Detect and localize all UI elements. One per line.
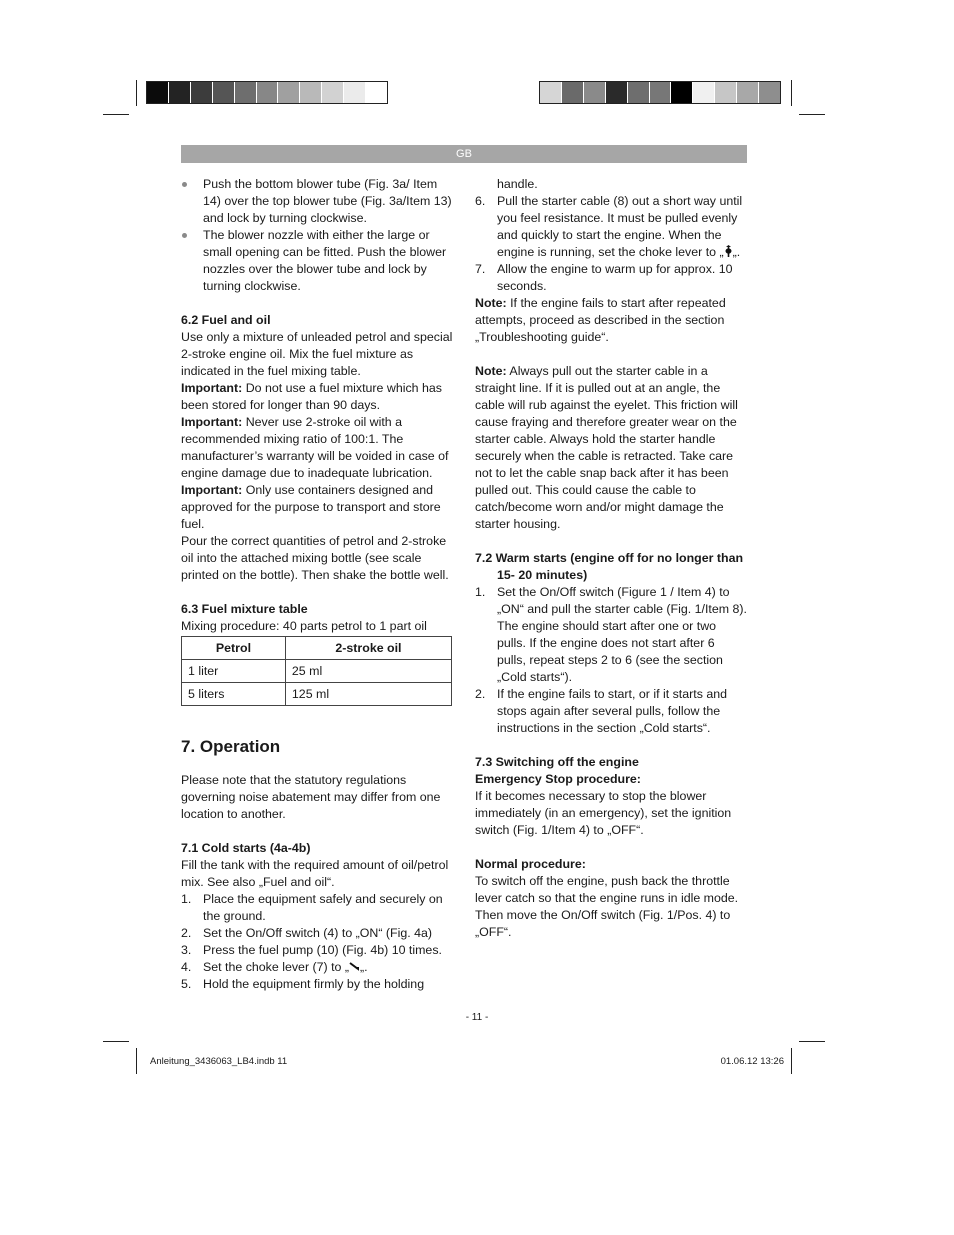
footer-timestamp: 01.06.12 13:26 [720,1056,784,1067]
step-text: Hold the equipment firmly by the holding [203,977,425,991]
color-swatch [235,82,257,103]
list-item [475,584,747,686]
bullet-item: Push the bottom blower tube (Fig. 3a/ Item 14) over the top blower tube (Fig. 3a/Item 13) and lock by turning clockwise. [181,176,453,227]
color-swatch [562,82,584,103]
section-6-2-heading: 6.2 Fuel and oil [181,313,271,327]
color-swatch [322,82,344,103]
paragraph: To switch off the engine, push back the throttle lever catch so that the engine runs in idle mode. Then move the On/Off switch (Fig. 1/Pos. 4) to „OFF“. [475,874,739,939]
step-text: Place the equipment safely and securely on the ground. [203,892,443,923]
list-item [475,686,747,737]
color-swatch [671,82,693,103]
color-swatch [300,82,322,103]
important-note [181,380,453,414]
step-continuation: handle. [497,177,538,191]
step-text: „. [732,245,741,259]
step-text: Set the choke lever (7) to „ [203,960,350,974]
important-text: Only use containers designed and approved for the purpose to transport and store fuel. [181,483,441,531]
important-note [181,482,453,533]
color-swatch [169,82,191,103]
step-number: 7. [475,262,486,276]
important-label: Important: [181,381,243,395]
note-label: Note: [475,364,507,378]
step-number: 6. [475,194,486,208]
right-column [475,176,747,941]
footer-filename: Anleitung_3436063_LB4.indb 11 [150,1056,288,1067]
color-swatch [584,82,606,103]
step-number: 4. [181,960,192,974]
important-text: Never use 2-stroke oil with a recommended mixing ratio of 100:1. The manufacturer’s warranty will be voided in case of engine damage due to inadequate lubrication. [181,415,449,480]
bullet-item: The blower nozzle with either the large or small opening can be fitted. Push the blower nozzles over the blower tube and lock by turning clockwise. [181,227,453,295]
list-item [181,891,453,925]
step-text: Press the fuel pump (10) (Fig. 4b) 10 times. [203,943,442,957]
color-swatch [278,82,300,103]
color-swatch [715,82,737,103]
step-text: Pull the starter cable (8) out a short way until you feel resistance. It must be pulled evenly and quickly to start the engine. When the engine is running, set the choke lever to „ [497,194,743,259]
table-cell: 1 liter [182,660,286,683]
normal-procedure-heading: Normal procedure: [475,857,586,871]
step-number: 2. [475,687,486,701]
color-bar-left [146,81,388,104]
step-text: Allow the engine to warm up for approx. 10 seconds. [497,262,733,293]
warm-start-steps [475,584,747,737]
note-text: If the engine fails to start after repeated attempts, proceed as described in the section „Troubleshooting guide“. [475,296,726,344]
crop-mark [799,114,825,115]
list-item [475,261,747,295]
important-label: Important: [181,415,243,429]
crop-mark [799,1041,825,1042]
crop-mark [791,1048,792,1074]
emergency-stop-heading: Emergency Stop procedure: [475,772,641,786]
step-number: 3. [181,943,192,957]
step-number: 1. [475,585,486,599]
color-swatch [606,82,628,103]
color-swatch [650,82,672,103]
language-bar: GB [181,145,747,163]
table-cell: 25 ml [285,660,451,683]
color-swatch [737,82,759,103]
color-swatch [366,82,387,103]
step-number: 1. [181,892,192,906]
crop-mark [136,1048,137,1074]
crop-mark [103,1041,129,1042]
step-number: 2. [181,926,192,940]
cold-start-steps [181,891,453,993]
list-item [181,925,453,942]
step-text: Set the On/Off switch (Figure 1 / Item 4) to „ON“ and pull the starter cable (Fig. 1/Item 8). The engine should start after one or two pulls. If the engine does not start after 6 pulls, repeat steps 2 to 6 (see the section „Cold starts“). [497,585,747,684]
paragraph: Use only a mixture of unleaded petrol and special 2-stroke engine oil. Mix the fuel mixture as indicated in the fuel mixing table. [181,330,453,378]
color-swatch [693,82,715,103]
paragraph: Mixing procedure: 40 parts petrol to 1 part oil [181,619,427,633]
color-swatch [628,82,650,103]
choke-closed-icon [349,961,360,972]
bullet-list [181,176,453,295]
table-row [182,683,452,706]
color-swatch [191,82,213,103]
paragraph: Fill the tank with the required amount of oil/petrol mix. See also „Fuel and oil“. [181,858,449,889]
step-number: 5. [181,977,192,991]
important-text: Do not use a fuel mixture which has been stored for longer than 90 days. [181,381,442,412]
note-label: Note: [475,296,507,310]
section-7-heading: 7. Operation [181,737,281,756]
table-header-row [182,637,452,660]
page-number: - 11 - [465,1012,489,1023]
color-swatch [147,82,169,103]
step-text: If the engine fails to start, or if it starts and stops again after several pulls, follow the instructions in the section „Cold starts“. [497,687,728,735]
color-swatch [540,82,562,103]
list-item [181,942,453,959]
section-7-3-heading: 7.3 Switching off the engine [475,755,639,769]
step-text: „. [360,960,368,974]
section-6-3-heading: 6.3 Fuel mixture table [181,602,308,616]
color-swatch [257,82,279,103]
table-cell: 125 ml [285,683,451,706]
section-7-1-heading: 7.1 Cold starts (4a-4b) [181,841,311,855]
fuel-mixture-table [181,636,452,706]
table-cell: 5 liters [182,683,286,706]
table-row [182,660,452,683]
list-item [475,193,747,261]
color-swatch [213,82,235,103]
note-text: Always pull out the starter cable in a straight line. If it is pulled out at an angle, the cable will rub against the eyelet. This friction will cause fraying and therefore greater wear on the starter cable. Always hold the starter handle securely when the cable is retracted. Take care not to let the cable snap back after it has been pulled out. This could cause the cable to catch/become worn and/or might damage the starter housing. [475,364,738,531]
table-header: 2-stroke oil [285,637,451,660]
paragraph: Please note that the statutory regulations governing noise abatement may differ from one location to another. [181,773,441,821]
cold-start-steps-continued [475,193,747,295]
list-item [181,976,453,993]
left-column [181,176,453,993]
note [475,295,747,346]
paragraph: Pour the correct quantities of petrol and 2-stroke oil into the attached mixing bottle (see scale printed on the bottle). Then shake the bottle well. [181,534,449,582]
step-text: Set the On/Off switch (4) to „ON“ (Fig. 4a) [203,926,433,940]
paragraph: If it becomes necessary to stop the blower immediately (in an emergency), set the ignition switch (Fig. 1/Item 4) to „OFF“. [475,789,732,837]
important-label: Important: [181,483,243,497]
crop-mark [791,80,792,106]
section-7-2-heading: 7.2 Warm starts (engine off for no longer than 15- 20 minutes) [475,551,744,582]
choke-open-icon [724,245,733,258]
color-bar-right [539,81,781,104]
crop-mark [103,114,129,115]
note [475,363,747,533]
important-note [181,414,453,482]
color-swatch [344,82,366,103]
table-header: Petrol [182,637,286,660]
crop-mark [136,80,137,106]
color-swatch [759,82,780,103]
list-item [181,959,453,976]
